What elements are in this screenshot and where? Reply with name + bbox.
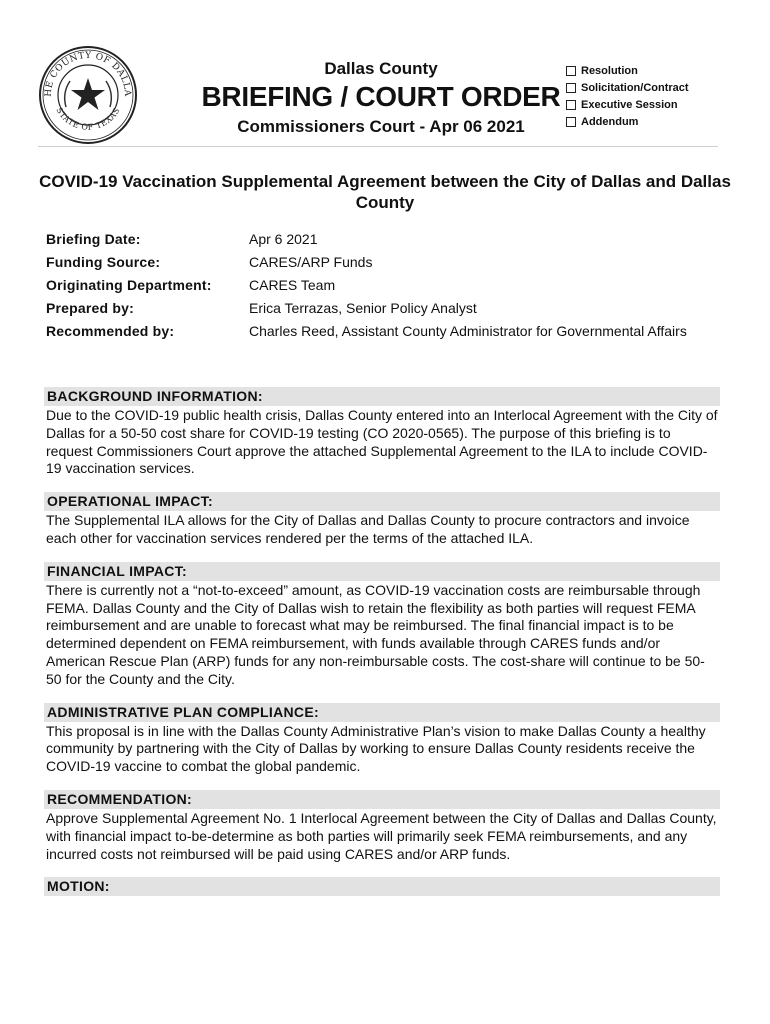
county-seal-logo [38,45,138,145]
svg-text:STATE OF TEXAS: STATE OF TEXAS [54,106,122,132]
checkbox-label: Resolution [581,64,638,77]
section-body: The Supplemental ILA allows for the City of Dallas and Dallas County to procure contractors and invoice each other for vaccination services rendered per the terms of the attached ILA. [46,512,690,546]
checkbox-icon[interactable] [566,117,576,127]
info-label: Briefing Date: [46,231,141,247]
section-header: OPERATIONAL IMPACT: [44,492,720,511]
document-title: COVID-19 Vaccination Supplemental Agreement between the City of Dallas and Dallas County [39,172,731,212]
section-administrative-plan [44,703,720,776]
section-financial-impact [44,562,720,689]
checkbox-label: Solicitation/Contract [581,81,689,94]
section-header: RECOMMENDATION: [44,790,720,809]
section-body: There is currently not a “not-to-exceed” amount, as COVID-19 vaccination costs are reimbursable through FEMA. Dallas County and the City of Dallas wish to retain the flexibility as both parties will request FEMA reimbursement and are unable to forecast what may be reimbursed. The final financial impact is to be determined dependent on FEMA reimbursement, with funds available through CARES funds and/or American Rescue Plan (ARP) funds for any non-reimbursable costs. The cost-share will continue to be 50-50 for the County and the City. [46,581,705,687]
document-sections [44,387,720,910]
section-motion [44,877,720,896]
section-header: BACKGROUND INFORMATION: [44,387,720,406]
checkbox-icon[interactable] [566,83,576,93]
info-value: Erica Terrazas, Senior Policy Analyst [249,300,477,316]
section-operational-impact [44,492,720,548]
checkbox-solicitation-contract[interactable] [566,79,689,96]
section-header: FINANCIAL IMPACT: [44,562,720,581]
page-title: BRIEFING / COURT ORDER [201,81,561,112]
info-value: CARES Team [249,277,336,293]
order-type-checkboxes [566,62,689,130]
info-row-briefing-date [46,230,736,249]
section-header: ADMINISTRATIVE PLAN COMPLIANCE: [44,703,720,722]
court-date: Commissioners Court - Apr 06 2021 [237,117,525,136]
info-value: Charles Reed, Assistant County Administrator for Governmental Affairs [249,323,687,339]
info-row-recommended-by [46,322,736,341]
checkbox-addendum[interactable] [566,113,689,130]
checkbox-label: Executive Session [581,98,678,111]
header [196,58,566,138]
section-recommendation [44,790,720,863]
info-label: Funding Source: [46,254,161,270]
checkbox-icon[interactable] [566,100,576,110]
county-name: Dallas County [324,59,438,78]
section-body: Due to the COVID-19 public health crisis, Dallas County entered into an Interlocal Agreement with the City of Dallas for a 50-50 cost share for COVID-19 testing (CO 2020-0565). The purpose of this briefing is to request Commissioners Court approve the attached Supplemental Agreement to the ILA to include COVID-19 vaccination services. [46,407,718,477]
info-row-funding-source [46,253,736,272]
checkbox-icon[interactable] [566,66,576,76]
info-value: CARES/ARP Funds [249,254,373,270]
info-row-originating-department [46,276,736,295]
checkbox-label: Addendum [581,115,639,128]
info-label: Recommended by: [46,323,175,339]
checkbox-resolution[interactable] [566,62,689,79]
section-body: This proposal is in line with the Dallas County Administrative Plan’s vision to make Dallas County a healthy community by partnering with the City of Dallas by working to ensure Dallas County residents receive the COVID-19 vaccine to combat the global pandemic. [46,722,706,775]
briefing-info-table [46,230,736,345]
checkbox-executive-session[interactable] [566,96,689,113]
section-header: MOTION: [44,877,720,896]
info-value: Apr 6 2021 [249,231,318,247]
section-body: Approve Supplemental Agreement No. 1 Interlocal Agreement between the City of Dallas and Dallas County, with financial impact to-be-determine as both parties will primarily seek FEMA reimbursements, and any incurred costs not reimbursed will be paid using CARES and/or ARP funds. [46,809,717,862]
info-label: Originating Department: [46,277,212,293]
info-row-prepared-by [46,299,736,318]
section-background [44,387,720,478]
svg-text:THE COUNTY OF DALLAS: HE COUNTY OF DALLA [43,50,133,98]
header-divider [38,146,718,147]
info-label: Prepared by: [46,300,134,316]
